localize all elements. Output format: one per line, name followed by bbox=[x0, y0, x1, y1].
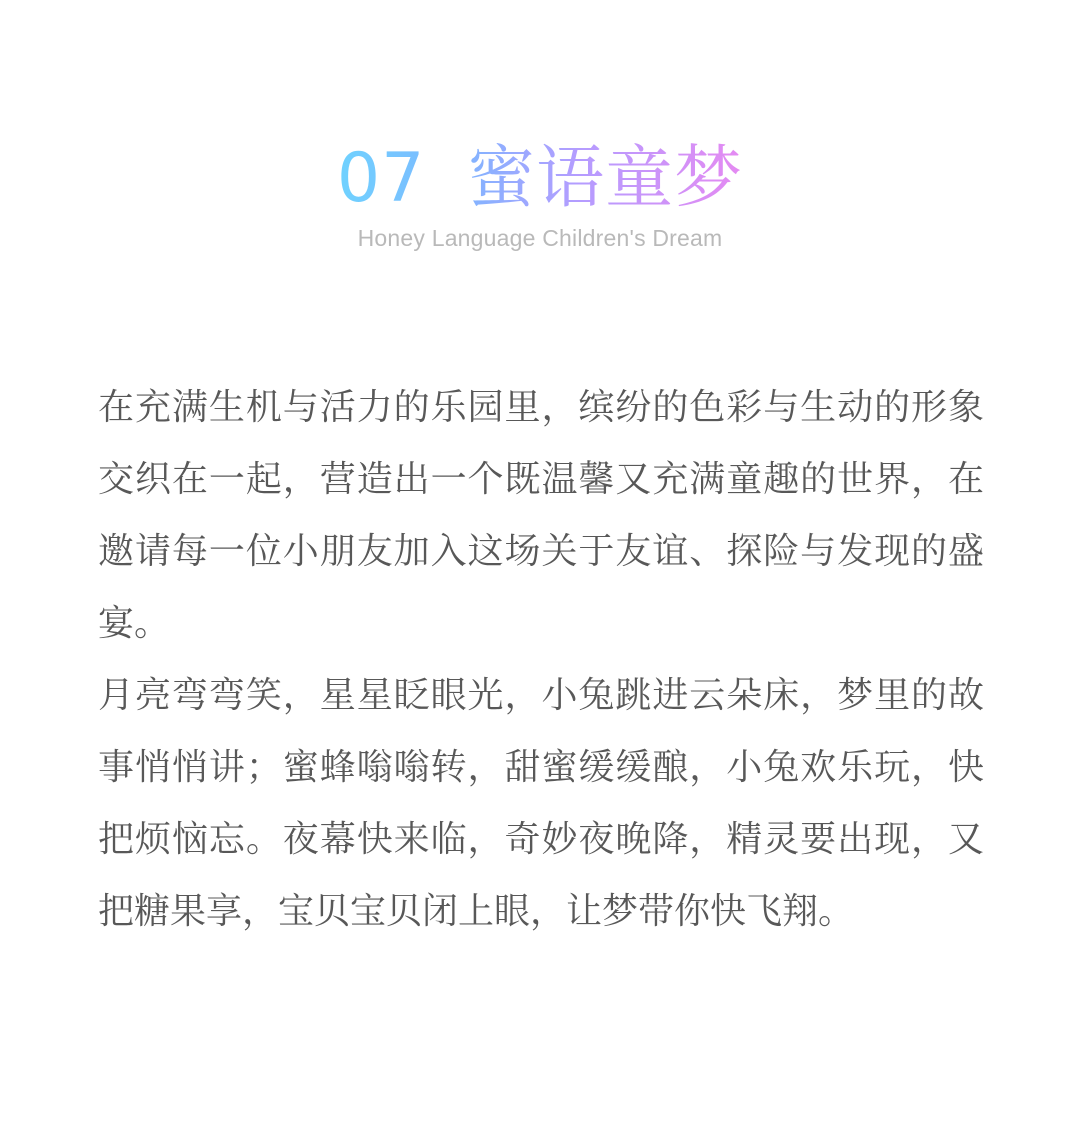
section-title bbox=[337, 138, 743, 223]
section-number: 07 bbox=[336, 139, 426, 218]
section-subtitle: Honey Language Children's Dream bbox=[357, 225, 723, 252]
paragraph-poem: 月亮弯弯笑，星星眨眼光，小兔跳进云朵床，梦里的故事悄悄讲；蜜蜂嗡嗡转，甜蜜缓缓酿，小兔欢乐玩，快把烦恼忘。夜幕快来临，奇妙夜晚降，精灵要出现，又把糖果享，宝贝宝贝闭上眼，让梦带你快飞翔。 bbox=[98, 675, 984, 932]
section-header bbox=[0, 138, 1080, 253]
title-separator: · bbox=[439, 151, 454, 198]
paragraph-intro: 在充满生机与活力的乐园里，缤纷的色彩与生动的形象交织在一起，营造出一个既温馨又充满童趣的世界，在邀请每一位小朋友加入这场关于友谊、探险与发现的盛宴。 bbox=[98, 387, 984, 644]
article-body bbox=[98, 372, 984, 948]
section-title-text: 蜜语童梦 bbox=[467, 139, 744, 218]
